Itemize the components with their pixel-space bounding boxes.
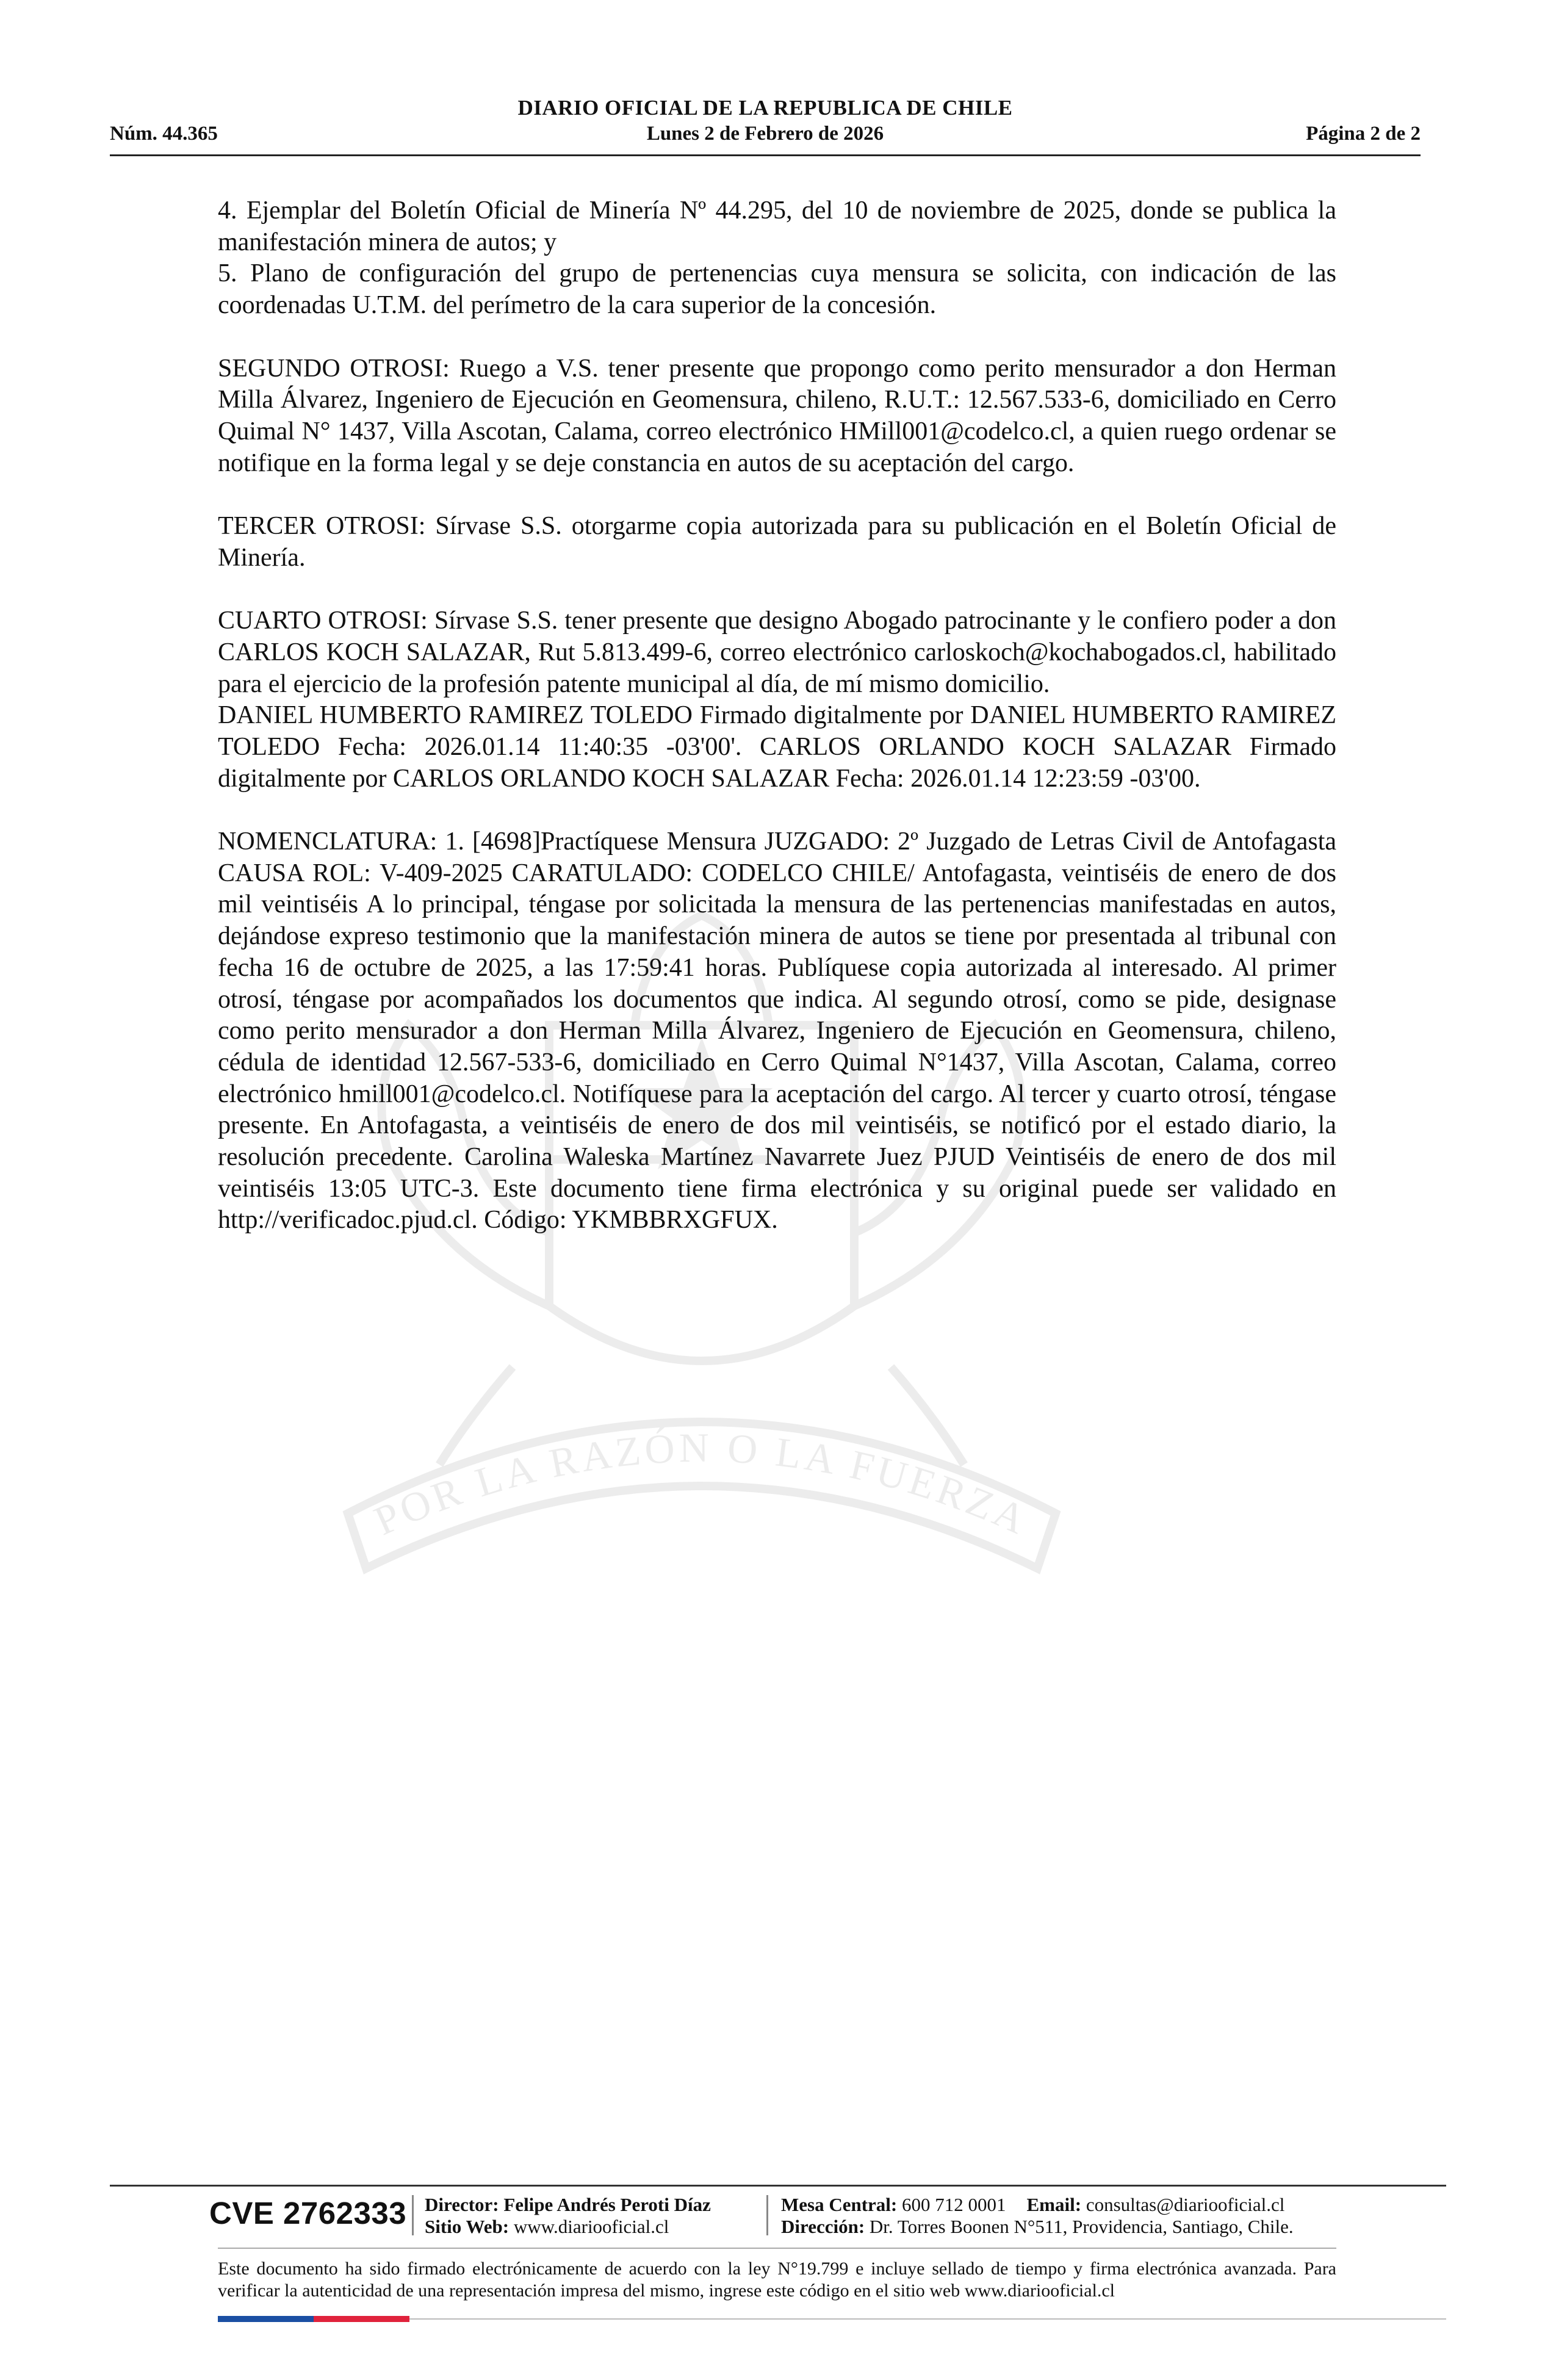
- cuarto-otrosi: CUARTO OTROSI: Sírvase S.S. tener presente que designo Abogado patrocinante y le confiero poder a don CARLOS KOCH SALAZAR, Rut 5.813.499-6, correo electrónico carloskoch@kochabogados.cl, habilitado para el ejercicio de la profesión patente municipal al día, de mí mismo domicilio.: [218, 607, 1336, 698]
- cve-code: CVE 2762333: [209, 2196, 407, 2230]
- nomenclatura: NOMENCLATURA: 1. [4698]Practíquese Mensura JUZGADO: 2º Juzgado de Letras Civil de Antofagasta CAUSA ROL: V-409-2025 CARATULADO: CODELCO CHILE/ Antofagasta, veintiséis de enero de dos mil veintiséis A lo principal, téngase por solicitada la mensura de las pertenencias manifestadas en autos, dejándose expreso testimonio que la manifestación minera de autos se tiene por presentada al tribunal con fecha 16 de octubre de 2025, a las 17:59:41 horas. Publíquese copia autorizada al interesado. Al primer otrosí, téngase por acompañados los documentos que indica. Al segundo otrosí, como se pide, designase como perito mensurador a don Herman Milla Álvarez, Ingeniero de Ejecución en Geomensura, chileno, cédula de identidad 12.567-533-6, domiciliado en Cerro Quimal N°1437, Villa Ascotan, Calama, correo electrónico hmill001@codelco.cl. Notifíquese para la aceptación del cargo. Al tercer y cuarto otrosí, téngase presente. En Antofagasta, a veintiséis de enero de dos mil veintiséis, se notificó por el estado diario, la resolución precedente. Carolina Waleska Martínez Navarrete Juez PJUD Veintiséis de enero de dos mil veintiséis 13:05 UTC-3. Este documento tiene firma electrónica y su original puede ser validado en http://verificadoc.pjud.cl. Código: YKMBBRXGFUX.: [218, 828, 1336, 1235]
- website-label: Sitio Web:: [425, 2216, 510, 2237]
- page-indicator: Página 2 de 2: [1306, 123, 1421, 145]
- mesa-central-phone: 600 712 0001: [902, 2194, 1006, 2215]
- flag-stripe: [218, 2316, 409, 2322]
- tercer-otrosi: TERCER OTROSI: Sírvase S.S. otorgarme copia autorizada para su publicación en el Boletín Oficial de Minería.: [218, 512, 1336, 572]
- website-link[interactable]: www.diariooficial.cl: [513, 2216, 669, 2237]
- footer-director-block: [425, 2194, 711, 2238]
- mesa-central-label: Mesa Central:: [781, 2194, 898, 2215]
- address-value: Dr. Torres Boonen N°511, Providencia, Santiago, Chile.: [869, 2216, 1294, 2237]
- footer-separator: [766, 2195, 768, 2235]
- item-5: 5. Plano de configuración del grupo de pertenencias cuya mensura se solicita, con indicación de las coordenadas U.T.M. del perímetro de la cara superior de la concesión.: [218, 259, 1336, 320]
- email-label: Email:: [1026, 2194, 1082, 2215]
- footer-contact-block: [781, 2194, 1294, 2238]
- signature-notice: Este documento ha sido firmado electrónicamente de acuerdo con la ley N°19.799 e incluye sellado de tiempo y firma electrónica avanzada. Para verificar la autenticidad de una representación impresa del mismo, ingrese este código en el sitio web www.diariooficial.cl: [218, 2259, 1336, 2301]
- header-divider: [110, 154, 1421, 156]
- segundo-otrosi: SEGUNDO OTROSI: Ruego a V.S. tener presente que propongo como perito mensurador a don Herman Milla Álvarez, Ingeniero de Ejecución en Geomensura, chileno, R.U.T.: 12.567.533-6, domiciliado en Cerro Quimal N° 1437, Villa Ascotan, Calama, correo electrónico HMill001@codelco.cl, a quien ruego ordenar se notifique en la forma legal y se deje constancia en autos de su aceptación del cargo.: [218, 354, 1336, 477]
- page-header: [110, 93, 1421, 156]
- director-name: Felipe Andrés Peroti Díaz: [503, 2194, 711, 2215]
- footer-separator: [412, 2195, 414, 2235]
- flag-red-segment: [314, 2316, 409, 2322]
- newspaper-title: DIARIO OFICIAL DE LA REPUBLICA DE CHILE: [517, 96, 1013, 120]
- digital-signatures: DANIEL HUMBERTO RAMIREZ TOLEDO Firmado digitalmente por DANIEL HUMBERTO RAMIREZ TOLEDO Fecha: 2026.01.14 11:40:35 -03'00'. CARLOS ORLANDO KOCH SALAZAR Firmado digitalmente por CARLOS ORLANDO KOCH SALAZAR Fecha: 2026.01.14 12:23:59 -03'00.: [218, 701, 1336, 793]
- address-label: Dirección:: [781, 2216, 865, 2237]
- footer-inner-divider: [218, 2248, 1336, 2249]
- footer-divider: [110, 2185, 1446, 2187]
- email-link[interactable]: consultas@diariooficial.cl: [1086, 2194, 1285, 2215]
- flag-blue-segment: [218, 2316, 314, 2322]
- motto-text: POR LA RAZÓN O LA FUERZA: [367, 1424, 1036, 1545]
- issue-date: Lunes 2 de Febrero de 2026: [646, 123, 884, 145]
- issue-number: Núm. 44.365: [110, 123, 218, 145]
- document-body: [218, 195, 1336, 1236]
- footer-bottom-rule: [409, 2318, 1446, 2320]
- director-label: Director:: [425, 2194, 499, 2215]
- item-4: 4. Ejemplar del Boletín Oficial de Minería Nº 44.295, del 10 de noviembre de 2025, donde se publica la manifestación minera de autos; y: [218, 197, 1336, 256]
